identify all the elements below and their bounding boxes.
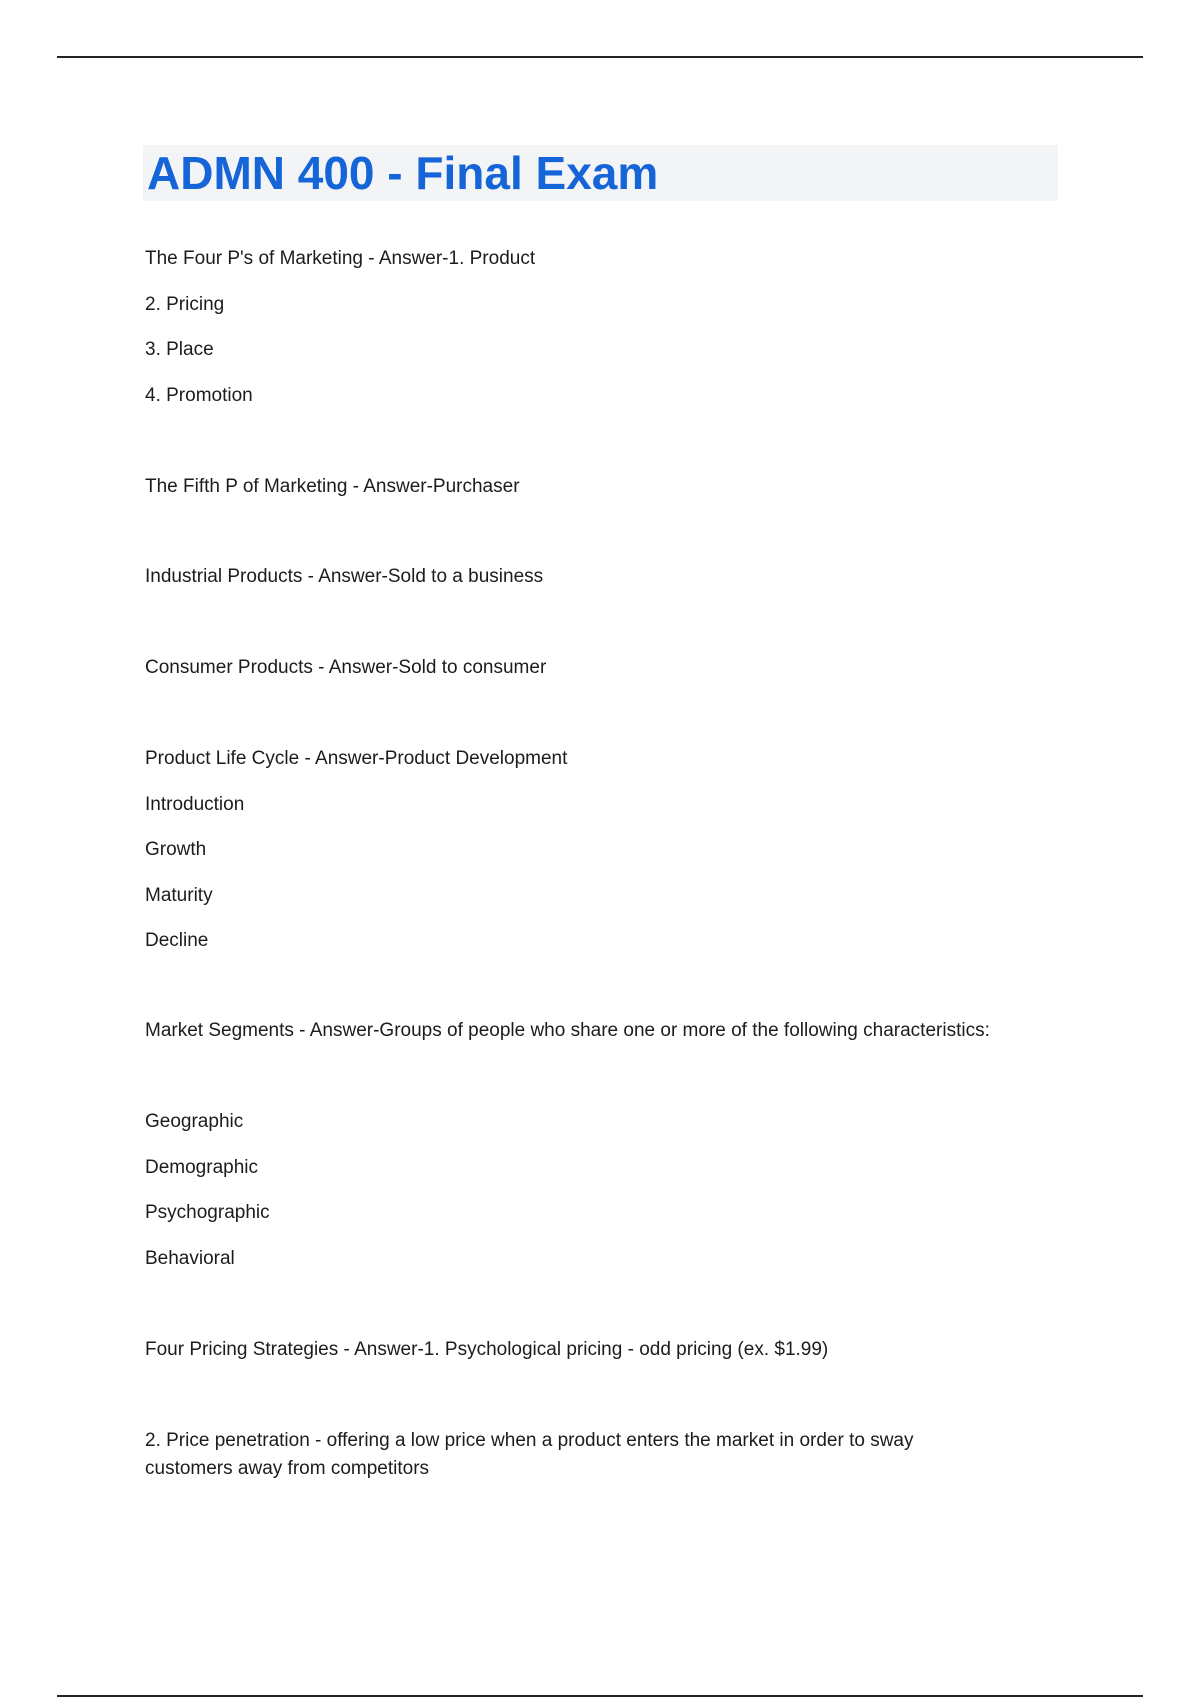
text-line: Behavioral: [145, 1248, 235, 1269]
text-line: The Fifth P of Marketing - Answer-Purchaser: [145, 476, 520, 497]
text-line: 4. Promotion: [145, 385, 253, 406]
text-line: 3. Place: [145, 339, 214, 360]
text-line: Decline: [145, 930, 209, 951]
text-line: Psychographic: [145, 1202, 270, 1223]
document-title: ADMN 400 - Final Exam: [147, 147, 659, 199]
text-line: Four Pricing Strategies - Answer-1. Psychological pricing - odd pricing (ex. $1.99): [145, 1339, 829, 1360]
text-line: Introduction: [145, 794, 245, 815]
header-rule: [57, 56, 1143, 58]
text-line: The Four P's of Marketing - Answer-1. Product: [145, 248, 536, 269]
title-banner: [143, 145, 1058, 201]
text-line: Demographic: [145, 1157, 258, 1178]
text-line: Geographic: [145, 1111, 244, 1132]
text-line: 2. Pricing: [145, 294, 225, 315]
footer-rule: [57, 1695, 1143, 1697]
text-line: Product Life Cycle - Answer-Product Development: [145, 748, 568, 769]
text-line: Industrial Products - Answer-Sold to a business: [145, 566, 544, 587]
text-line: Growth: [145, 839, 207, 860]
text-line: Consumer Products - Answer-Sold to consumer: [145, 657, 547, 678]
text-line: Market Segments - Answer-Groups of people who share one or more of the following characteristics:: [145, 1020, 990, 1041]
text-line: 2. Price penetration - offering a low price when a product enters the market in order to sway customers away from competitors: [145, 1430, 914, 1479]
text-line: Maturity: [145, 885, 213, 906]
